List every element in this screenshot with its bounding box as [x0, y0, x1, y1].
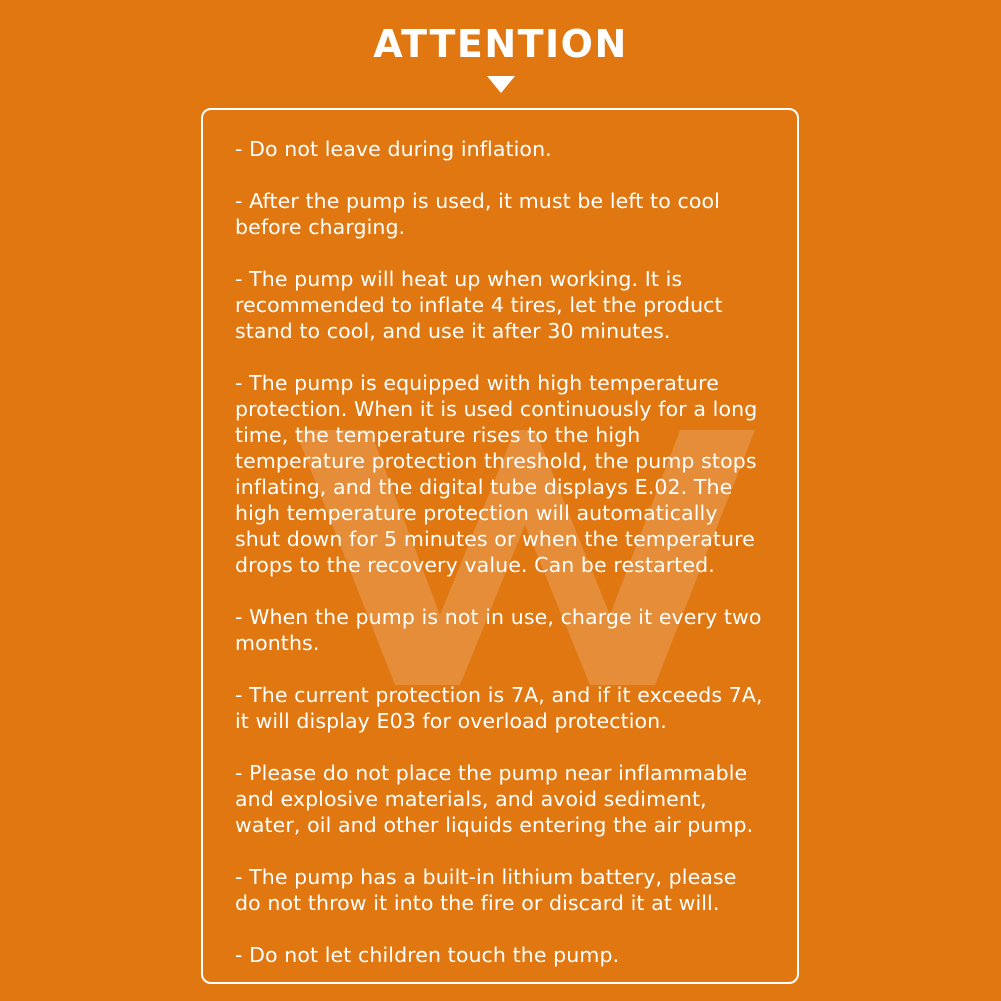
note-item: - The current protection is 7A, and if it exceeds 7A, it will display E03 for overload protection.: [235, 683, 763, 733]
note-item: - When the pump is not in use, charge it every two months.: [235, 605, 762, 655]
note-item: - Do not let children touch the pump.: [235, 943, 620, 967]
note-item: - The pump will heat up when working. It is recommended to inflate 4 tires, let the product stand to cool, and use it after 30 minutes.: [235, 267, 723, 343]
note-item: - Please do not place the pump near inflammable and explosive materials, and avoid sediment, water, oil and other liquids entering the air pump.: [235, 761, 754, 837]
triangle-down-icon: [487, 76, 515, 93]
notes-panel: [201, 108, 799, 984]
page-title: ATTENTION: [373, 22, 628, 66]
note-item: - The pump has a built-in lithium battery, please do not throw it into the fire or discard it at will.: [235, 865, 737, 915]
note-item: - After the pump is used, it must be left to cool before charging.: [235, 189, 720, 239]
note-item: - Do not leave during inflation.: [235, 137, 552, 161]
note-item: - The pump is equipped with high temperature protection. When it is used continuously for a long time, the temperature rises to the high temperature protection threshold, the pump stops inflating, and the digital tube displays E.02. The high temperature protection will automatically shut down for 5 minutes or when the temperature drops to the recovery value. Can be restarted.: [235, 371, 758, 577]
